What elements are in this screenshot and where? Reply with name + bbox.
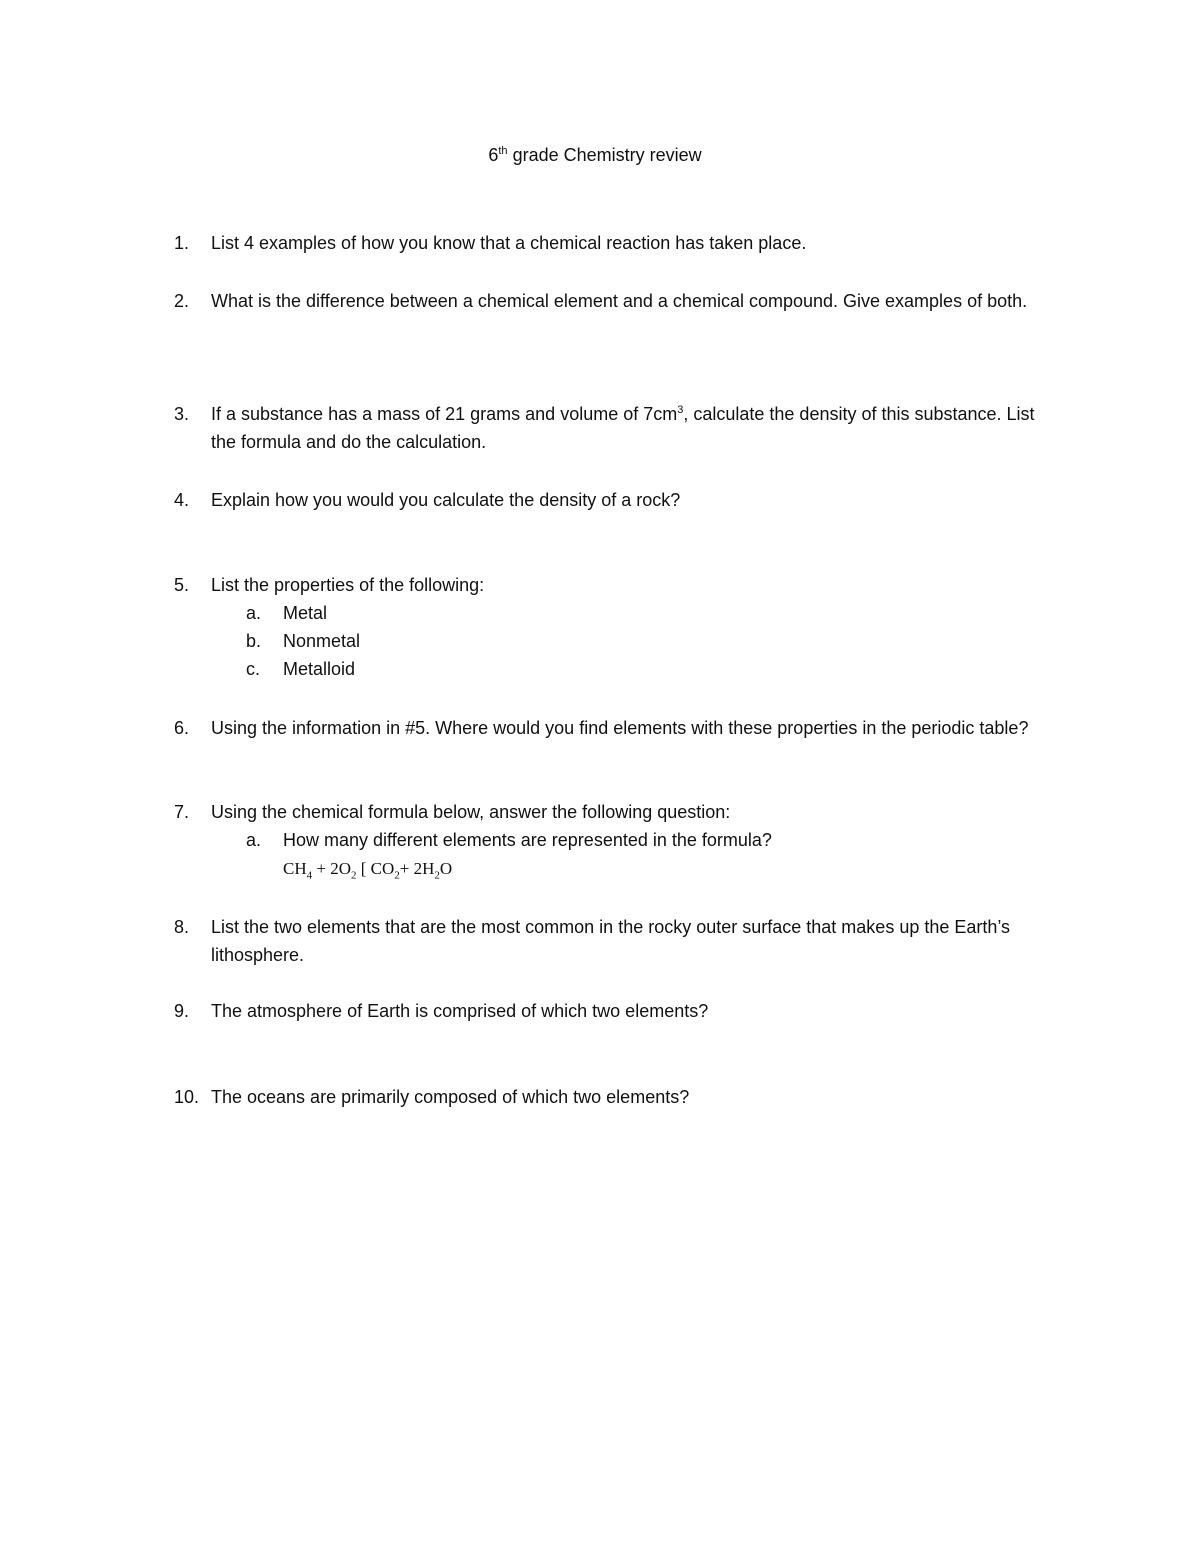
question-text: Using the chemical formula below, answer the following question:	[211, 802, 731, 822]
question-4	[174, 486, 1054, 514]
question-8	[174, 913, 1054, 969]
question-text: Explain how you would you calculate the density of a rock?	[211, 490, 681, 510]
question-text: Using the information in #5. Where would you find elements with these properties in the periodic table?	[211, 718, 1029, 738]
question-text: What is the difference between a chemical element and a chemical compound. Give examples of both.	[211, 291, 1028, 311]
question-5-subitem-c	[246, 655, 1046, 683]
question-text: The oceans are primarily composed of which two elements?	[211, 1087, 690, 1107]
question-5-subitem-b	[246, 627, 1046, 655]
title-number: 6	[488, 145, 499, 165]
question-number: 9.	[174, 1001, 190, 1021]
subitem-letter: a.	[246, 830, 262, 850]
question-text-part: If a substance has a mass of 21 grams and volume of 7cm	[211, 404, 678, 424]
question-9	[174, 997, 1054, 1025]
question-number: 2.	[174, 291, 190, 311]
question-2	[174, 287, 1054, 315]
question-text: The atmosphere of Earth is comprised of which two elements?	[211, 1001, 709, 1021]
formula-part: O	[439, 859, 453, 878]
subitem-text: Metal	[283, 603, 328, 623]
question-7	[174, 798, 1054, 826]
formula-part: + 2H	[399, 859, 435, 878]
question-text: List 4 examples of how you know that a chemical reaction has taken place.	[211, 233, 807, 253]
question-number: 8.	[174, 917, 190, 937]
question-number: 5.	[174, 575, 190, 595]
question-1	[174, 229, 1054, 257]
question-number: 6.	[174, 718, 190, 738]
subitem-letter: a.	[246, 603, 262, 623]
question-10	[174, 1083, 1054, 1111]
question-number: 4.	[174, 490, 190, 510]
subitem-letter: b.	[246, 631, 262, 651]
subitem-text: How many different elements are represented in the formula?	[283, 830, 772, 850]
question-number: 7.	[174, 802, 190, 822]
question-text	[211, 400, 1054, 456]
formula-subscript: 4	[306, 869, 313, 882]
question-number: 3.	[174, 404, 190, 424]
question-text: List the two elements that are the most common in the rocky outer surface that makes up the Earth’s lithosphere.	[211, 917, 1011, 965]
question-6	[174, 714, 1054, 742]
question-5-subitem-a	[246, 599, 1046, 627]
title-text: grade Chemistry review	[507, 145, 702, 165]
subitem-text: Metalloid	[283, 659, 356, 679]
formula-subscript: 2	[394, 869, 400, 882]
question-number: 1.	[174, 233, 190, 253]
subitem-text: Nonmetal	[283, 631, 361, 651]
question-7-subitem-a	[246, 826, 1046, 854]
subitem-letter: c.	[246, 659, 261, 679]
formula-subscript: 2	[351, 869, 357, 882]
title-superscript: th	[498, 145, 508, 157]
question-5	[174, 571, 1054, 599]
question-number: 10.	[174, 1087, 200, 1107]
question-text: List the properties of the following:	[211, 575, 485, 595]
formula-subscript: 2	[434, 869, 440, 882]
formula-part: + 2O	[312, 859, 351, 878]
formula-part: CH	[283, 859, 307, 878]
page-title	[0, 141, 1190, 169]
cubic-exponent: 3	[677, 404, 684, 416]
question-3	[174, 400, 1054, 456]
question-text-part: , calculate the density of this substance. List the formula and do the calculation.	[211, 404, 1035, 452]
formula-part: [ CO	[356, 859, 395, 878]
chemical-formula	[283, 855, 452, 883]
